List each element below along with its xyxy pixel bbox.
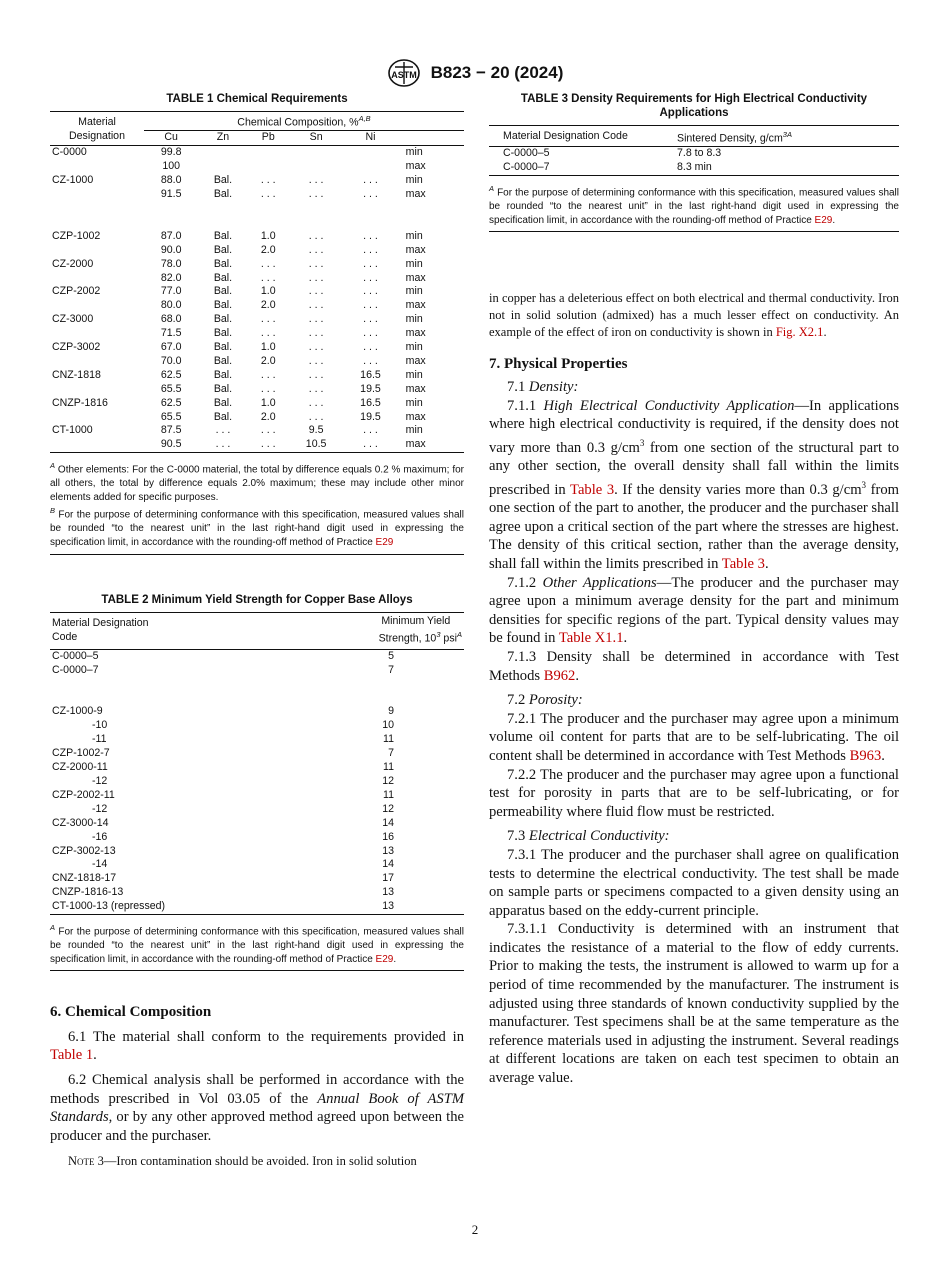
table-row [50,858,464,872]
table-cell: Bal. [213,243,233,256]
table-cell [50,438,144,452]
table-cell: . . . [260,424,276,437]
table-cell: . . . [363,174,378,187]
table-cell: 19.5 [360,410,381,423]
table-row [50,174,464,188]
table-cell [50,383,144,397]
table-cell: 19.5 [360,382,381,395]
table-cell: min [405,229,423,242]
table-cell: CZP-2002-11 [52,788,115,801]
table-row [50,803,464,817]
table-cell [287,678,464,692]
table-cell: 10 [382,719,394,732]
table-cell [198,160,247,174]
table-cell: . . . [363,243,378,256]
table-cell: . . . [308,410,324,423]
table-cell: C-0000–5 [503,147,550,160]
table-cell: 2.0 [260,299,276,312]
table-cell [289,202,343,216]
table-cell: . . . [308,382,324,395]
table-row [50,789,464,803]
section-7-heading: 7. Physical Properties [489,356,628,373]
table-cell: CZ-3000 [52,313,94,326]
table-cell: Bal. [213,382,233,395]
ref-b962-link[interactable]: B962 [543,667,576,684]
table-cell [50,355,144,369]
table-cell: CZ-3000-14 [52,816,109,829]
table-cell: 16.5 [360,368,381,381]
table-cell: Bal. [213,341,233,354]
table-cell [50,411,144,425]
table-cell: 17 [382,872,394,885]
table-cell: . . . [308,341,324,354]
table-cell: . . . [363,257,378,270]
table-cell: . . . [363,271,378,284]
table-cell: . . . [308,354,324,367]
table-cell: min [405,174,423,187]
table3-footnote: $^A$ For the purpose of determining conformance with this specification, measured values shall be rounded “to the nearest unit” in the last right-hand digit used in expressing the specification limit, in accordance with the rounding-off method of Practice E29. [489,184,900,226]
page-number: 2 [471,1222,479,1237]
table-row [50,146,464,160]
table-row [50,719,464,733]
table-cell: . . . [363,327,378,340]
ref-table3-link[interactable]: Table 3 [721,556,765,573]
table-cell: max [405,354,426,367]
table-cell: min [405,396,423,409]
table-cell [287,692,464,706]
table-row [50,285,464,299]
table-cell: 13 [382,844,394,857]
table-cell: . . . [363,313,378,326]
table-row [50,705,464,719]
table1-designation-header: Material Designation [50,112,144,146]
table-cell: 16 [382,830,394,843]
table-cell: 1.0 [260,341,276,354]
table-cell: 11 [383,761,394,774]
table1-element-header: Cu [144,131,198,146]
table1-element-header: Pb [248,131,289,146]
table-cell: C-0000–7 [52,663,99,676]
table-cell [289,146,343,160]
table-cell: Bal. [213,354,233,367]
table-cell: CZP-2002 [52,285,101,298]
table-row [50,341,464,355]
table-cell: max [405,410,426,423]
table-cell: C-0000–5 [52,649,99,662]
table-cell: . . . [215,438,231,451]
table-cell: 14 [382,858,394,871]
table-cell: 78.0 [160,257,182,270]
table-row [50,747,464,761]
table-cell: min [405,257,423,270]
table-cell: 7.8 to 8.3 [677,147,722,160]
table-cell: CZP-1002-7 [52,747,110,760]
table-cell: 70.0 [160,354,182,367]
para-7-2-2: 7.2.2 The producer and the purchaser may agree upon a functional test for porosity in parts that are to be self-lubricating, or for permeability where fluid flow must be restricted. [489,766,899,820]
table-cell: min [405,424,423,437]
table-cell: C-0000–7 [503,161,550,174]
table-row [50,733,464,747]
table-cell: CNZP-1816 [52,396,108,409]
table-cell [248,146,289,160]
table-row [50,230,464,244]
table-cell [50,188,144,202]
table-cell: . . . [260,438,276,451]
table-cell: . . . [363,188,378,201]
astm-logo-icon [387,58,421,88]
section-6 [50,1003,464,1169]
table-cell: 62.5 [160,368,182,381]
table1-footnote-b: $^B$ For the purpose of determining conformance with this specification, measured values shall be rounded “to the nearest unit” in the last right-hand digit used in expressing the specification limit, in accordance with the rounding-off method of Practice E29 [50,506,464,548]
table-row [489,147,899,161]
table-cell: . . . [260,257,276,270]
table-cell: 67.0 [160,341,182,354]
table-row [50,202,464,216]
table-cell [248,160,289,174]
table-cell: CZ-2000-11 [52,761,108,774]
para-7-3-1-1: 7.3.1.1 Conductivity is determined with an instrument that indicates the resistance of a material to the flow of eddy currents. Prior to making the tests, the instrument is allowed to warm up for a period of time recommended by the manufacturer. The instrument is adjusted using three standards of known conductivity supplied by the manufacturer. Test specimens shall be at the same temperature as the reference materials used in adjusting the instrument. Several readings at different locations are taken on each test specimen to obtain an average value. [489,921,899,1087]
table-row [50,369,464,383]
table3 [489,125,899,176]
table-cell: 62.5 [160,396,182,409]
table2-code-header: Material Designation Code [52,616,149,643]
table-cell [398,216,464,230]
table-row [50,886,464,900]
table-cell: Bal. [213,271,233,284]
table-cell [50,299,144,313]
para-7-3-1: 7.3.1 The producer and the purchaser shall agree on qualification tests to determine the electrical conductivity. The test shall be made on sample parts or specimens compacted to a given density using an apparatus based on the eddy-current principle. [489,846,899,919]
table-cell: -12 [92,775,108,787]
table-cell [50,678,287,692]
para-6-2: 6.2 Chemical analysis shall be performed in accordance with the methods prescribed in Vol 03.05 of the Annual Book of ASTM Standards, or by any other approved method agreed upon between the producer and the purchaser. [50,1071,464,1144]
table-cell: min [405,146,423,159]
table-cell [50,692,287,706]
table-cell: 7 [388,747,394,760]
table-cell: 100 [162,160,181,173]
table-cell: . . . [308,396,324,409]
table-row [50,355,464,369]
table-cell: -14 [92,858,108,871]
table-cell: Bal. [213,229,233,242]
table-cell: . . . [308,313,324,326]
table-row [50,692,464,706]
table3-density-header: Sintered Density, $g/cm^{3A}$ [677,130,792,145]
table-row [50,258,464,272]
table1-element-header: Sn [289,131,343,146]
table-cell: 12 [382,802,394,815]
ref-table3-link[interactable]: Table 3 [570,481,615,498]
table-cell [248,216,289,230]
table-row [50,383,464,397]
table-cell: 9.5 [308,424,324,437]
table-cell: 2.0 [260,243,276,256]
page-header [0,58,950,88]
table-cell [198,146,247,160]
table-row [50,216,464,230]
table-cell: C-0000 [52,146,87,159]
table-row [50,424,464,438]
table-cell: max [405,243,426,256]
table-cell [50,272,144,286]
note-3: Note 3—Iron contamination should be avoided. Iron in solid solution [68,1154,417,1169]
table-cell: 90.0 [160,243,182,256]
table-cell [398,202,464,216]
table1-title: TABLE 1 Chemical Requirements [166,93,348,105]
para-7-1-2: 7.1.2 Other Applications—The producer and the purchaser may agree upon a minimum average density for the part and minimum densities for specific regions of the part. Typical density values may be found in Table X1.1. [489,574,899,647]
left-column [50,92,464,1169]
table-cell: Bal. [213,257,233,270]
table-cell: . . . [363,299,378,312]
table-cell: . . . [308,188,324,201]
table-cell: -11 [92,733,107,746]
table-cell [50,327,144,341]
table-cell: 13 [382,900,394,913]
ref-table1-link[interactable]: Table 1 [50,1047,94,1064]
table-cell [50,216,144,230]
para-7-1-3: 7.1.3 Density shall be determined in accordance with Test Methods B962. [489,648,899,684]
table-row [50,438,464,452]
table-cell: CNZ-1818 [52,368,101,381]
table-cell: 65.5 [160,382,182,395]
table-cell: 68.0 [160,313,182,326]
table-cell [289,216,343,230]
table3-title: TABLE 3 Density Requirements for High Electrical Conductivity Applications [520,93,868,119]
table-cell: . . . [215,424,231,437]
ref-fig-x2-1-link[interactable]: Fig. X2.1 [775,325,824,340]
table-cell: Bal. [213,188,233,201]
para-7-1-1: 7.1.1 High Electrical Conductivity Application—In applications where high electrical conductivity is required, if the density does not vary more than 0.3 $g/cm^3$ from one section of the structural part to any other section, the overall density shall fall within the limits prescribed in Table 3. If the density varies more than 0.3 $g/cm^3$ from one section of the part to another, the producer and the purchaser shall agree upon a critical section of the part where the stresses are highest. The density of this critical section, rather than the average density, shall fall within the limits prescribed in Table 3. [489,397,900,573]
right-body [489,290,899,1087]
table1-footnote-a: $^A$ Other elements: For the C-0000 material, the total by difference equals 0.2 % maximum; for all others, the total by difference equals 2.0% maximum; these may include other minor elements added for specific purposes. [50,461,465,503]
table-cell: Bal. [213,299,233,312]
table-cell: 8.3 min [677,161,712,174]
section-6-heading: 6. Chemical Composition [50,1004,212,1021]
ref-e29-link[interactable]: E29 [375,953,394,965]
table-cell: 14 [382,816,394,829]
table-cell: . . . [260,382,276,395]
ref-e29-link[interactable]: E29 [375,536,394,548]
table-cell [289,160,343,174]
ref-b963-link[interactable]: B963 [849,747,882,764]
table-cell: min [405,341,423,354]
table1-element-header: Zn [198,131,247,146]
table-cell: Bal. [213,174,233,187]
table-cell: Bal. [213,313,233,326]
table-row [50,327,464,341]
table-cell: 12 [382,775,394,787]
table-cell: CNZP-1816-13 [52,886,124,899]
table-row [50,313,464,327]
table-cell: 1.0 [260,396,276,409]
table-cell: . . . [260,313,276,326]
table-cell: . . . [260,327,276,340]
table-cell [50,244,144,258]
svg-text:ASTM: ASTM [390,70,417,80]
table-row [50,397,464,411]
table-cell: min [405,368,423,381]
table-cell [248,202,289,216]
table-cell [198,216,247,230]
table-cell [343,146,397,160]
table-cell: 91.5 [160,188,182,201]
table1-element-header: Ni [343,131,397,146]
para-7-1: 7.1 Density: [507,378,579,395]
table-cell: CZP-1002 [52,229,101,242]
document-designation: B823 − 20 (2024) [430,63,564,82]
table-cell: 90.5 [160,438,182,451]
table-cell: CZP-3002-13 [52,844,116,857]
table-cell: 10.5 [305,438,327,451]
table2-footnote: $^A$ For the purpose of determining conformance with this specification, measured values shall be rounded “to the nearest unit” in the last right-hand digit used in expressing the specification limit, in accordance with the rounding-off method of Practice E29. [50,923,464,965]
table2 [50,612,464,916]
table-cell: CT-1000 [52,424,93,437]
table-cell: . . . [363,424,378,437]
table-cell: -10 [92,719,108,732]
table-cell: 87.5 [160,424,182,437]
table-cell: 82.0 [160,271,182,284]
table-cell: 5 [388,649,394,662]
table-row [50,664,464,678]
table-cell: Bal. [213,327,233,340]
table-cell: . . . [308,285,324,298]
table-cell: Bal. [213,368,233,381]
table-cell: 11 [383,788,394,801]
para-7-2-1: 7.2.1 The producer and the purchaser may agree upon a minimum volume oil content for parts that are to be self-lubricating. The oil content shall be determined in accordance with Test Methods B963. [489,710,899,764]
para-6-1: 6.1 The material shall conform to the requirements provided in Table 1. [50,1028,464,1064]
table-cell: . . . [260,188,276,201]
table-cell: . . . [308,257,324,270]
table-row [50,845,464,859]
table-row [50,299,464,313]
table-cell [343,202,397,216]
table-row [50,775,464,789]
table-cell: 87.0 [160,229,182,242]
table-row [50,817,464,831]
table-row [50,761,464,775]
table-row [50,678,464,692]
table-cell: CZ-1000 [52,174,94,187]
table2-title: TABLE 2 Minimum Yield Strength for Copper Base Alloys [101,593,413,606]
table-cell: Bal. [213,396,233,409]
right-column [489,92,899,1088]
table-cell: Bal. [213,285,233,298]
table-cell: . . . [363,354,378,367]
table-row [50,272,464,286]
para-7-2: 7.2 Porosity: [507,692,583,709]
table-cell: 2.0 [260,354,276,367]
table-cell: . . . [260,174,276,187]
table-row [50,900,464,914]
table1-composition-header: Chemical Composition, %$^{A,B}$ [144,112,464,131]
table-cell: 1.0 [260,229,276,242]
table-cell: max [405,382,426,395]
table-cell: . . . [308,368,324,381]
table-cell: CNZ-1818-17 [52,872,117,885]
table-row [50,872,464,886]
table-cell: CZP-3002 [52,341,101,354]
table-cell: -16 [92,830,108,843]
table-cell: max [405,188,426,201]
table-cell: 2.0 [260,410,276,423]
table-cell: . . . [363,229,378,242]
table-cell: max [405,327,426,340]
table-cell: 1.0 [260,285,276,298]
table-cell: 16.5 [360,396,381,409]
table1 [50,111,464,453]
table-cell: . . . [308,229,324,242]
table-cell: 65.5 [160,410,182,423]
table-cell: . . . [260,271,276,284]
para-7-3: 7.3 Electrical Conductivity: [507,828,670,845]
table-cell: 71.5 [160,327,182,340]
table-row [50,831,464,845]
table-cell: CZ-2000 [52,257,94,270]
table-row [50,244,464,258]
table-cell: CZ-1000-9 [52,705,103,718]
table-cell: CT-1000-13 (repressed) [52,900,166,913]
table-cell: max [405,160,426,173]
table-cell: . . . [260,368,276,381]
table-row [50,411,464,425]
table-cell [50,202,144,216]
table-cell [50,160,144,174]
table-row [489,161,899,175]
table1-footnotes [50,457,464,549]
table-cell: Bal. [213,410,233,423]
table-cell [144,216,198,230]
table-row [50,649,464,663]
table-cell: 13 [382,886,394,899]
table-cell [198,202,247,216]
note-3-continued: in copper has a deleterious effect on both electrical and thermal conductivity. Iron not in solid solution (admixed) has a much lesser effect on conductivity. An example of the effect of iron on conductivity is shown in Fig. X2.1. [489,291,899,340]
table-cell: 88.0 [160,174,182,187]
table-cell [343,216,397,230]
table-cell: . . . [308,327,324,340]
table-cell: max [405,299,426,312]
table-cell: min [405,285,423,298]
ref-table-x1-1-link[interactable]: Table X1.1 [558,630,624,647]
table-cell: max [405,438,426,451]
table-cell: . . . [363,438,378,451]
table-cell: . . . [308,299,324,312]
table-cell: 80.0 [160,299,182,312]
ref-e29-link[interactable]: E29 [814,214,833,226]
table-cell: . . . [308,243,324,256]
table-row [50,188,464,202]
table-cell: 11 [383,733,394,746]
table3-code-header: Material Designation Code [503,130,628,143]
table-cell: 77.0 [160,285,182,298]
table-cell: . . . [363,341,378,354]
table-row [50,160,464,174]
table-cell [144,202,198,216]
table-cell: max [405,271,426,284]
table-cell: . . . [308,271,324,284]
table-cell: . . . [308,174,324,187]
table-cell: 9 [388,705,394,718]
table-cell: 99.8 [160,146,182,159]
table-cell: . . . [363,285,378,298]
table-cell: min [405,313,423,326]
table-cell: -12 [92,802,108,815]
table-cell: 7 [388,663,394,676]
table2-strength-header: Minimum Yield Strength, $10^3$ psi$^A$ [378,614,462,645]
table-cell [343,160,397,174]
